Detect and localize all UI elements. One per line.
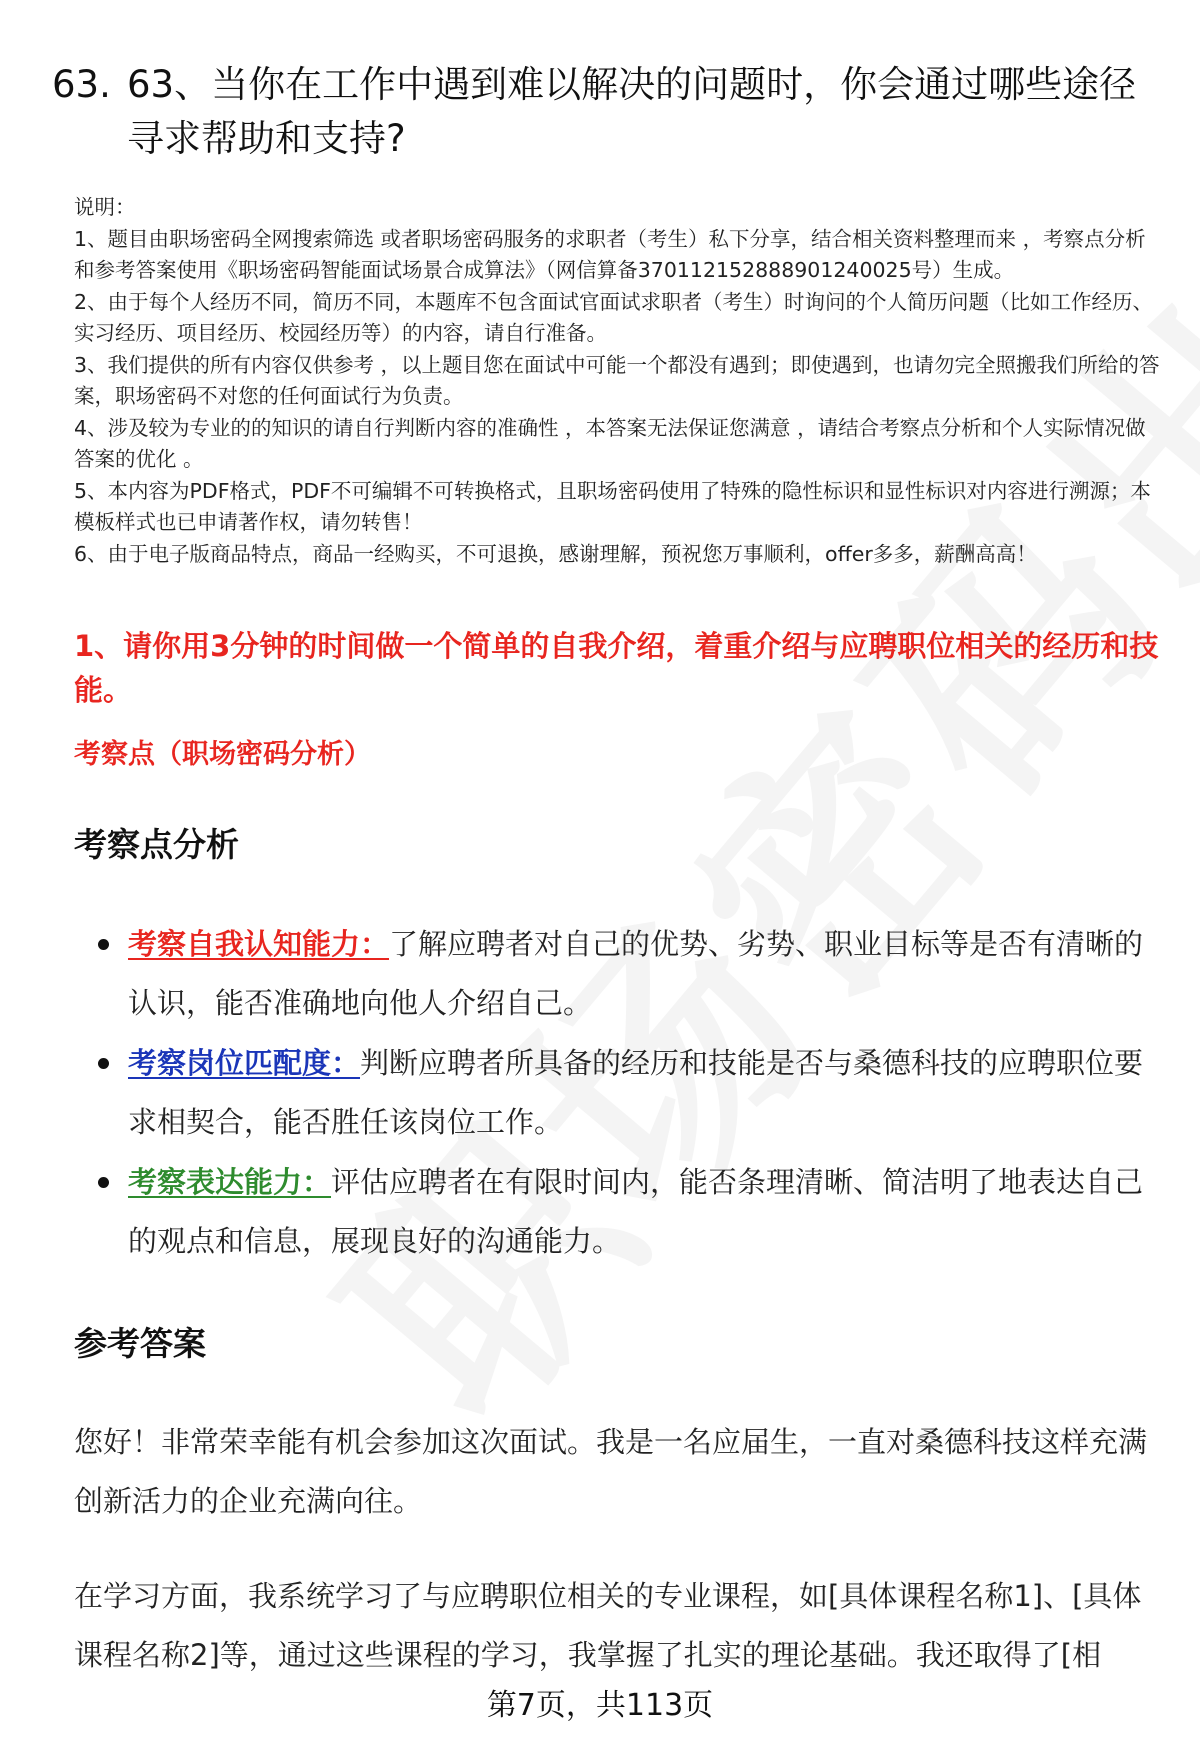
bullet-text: 评估应聘者在有限时间内，能否条理清晰、简洁明了地表达自己的观点和信息，展现良好的沟通能力。 xyxy=(128,1165,1144,1258)
notes-heading: 说明： xyxy=(74,195,136,219)
analysis-heading: 考察点分析 xyxy=(74,825,239,864)
bullet-dot-icon xyxy=(98,1058,109,1069)
note-item: 4、涉及较为专业的的知识的请自行判断内容的准确性 ，本答案无法保证您满意 ，请结合考察点分析和个人实际情况做答案的优化 。 xyxy=(74,415,1146,471)
note-item: 3、我们提供的所有内容仅供参考 ，以上题目您在面试中可能一个都没有遇到；即使遇到，也请勿完全照搬我们所给的答案，职场密码不对您的任何面试行为负责。 xyxy=(74,352,1160,408)
bullet-label: 考察岗位匹配度： xyxy=(128,1046,361,1080)
note-item: 6、由于电子版商品特点，商品一经购买，不可退换，感谢理解，预祝您万事顺利，offer多多，薪酬高高！ xyxy=(74,541,1037,566)
sub-question: 1、请你用3分钟的时间做一个简单的自我介绍，着重介绍与应聘职位相关的经历和技能。 xyxy=(74,629,1159,707)
answer-heading: 参考答案 xyxy=(74,1324,206,1363)
bullet-label: 考察自我认知能力： xyxy=(128,927,390,961)
page-footer: 第7页，共113页 xyxy=(486,1688,714,1723)
analysis-bullet xyxy=(74,915,1164,1033)
question-text: 63、当你在工作中遇到难以解决的问题时，你会通过哪些途径寻求帮助和支持? xyxy=(127,63,1137,160)
answer-paragraph: 在学习方面，我系统学习了与应聘职位相关的专业课程，如[具体课程名称1]、[具体课程名称2]等，通过这些课程的学习，我掌握了扎实的理论基础。我还取得了[相 xyxy=(74,1579,1142,1672)
bullet-text: 了解应聘者对自己的优势、劣势、职业目标等是否有清晰的认识，能否准确地向他人介绍自己。 xyxy=(128,927,1144,1020)
bullet-dot-icon xyxy=(98,939,109,950)
question-number: 63. xyxy=(52,63,111,106)
analysis-source-heading: 考察点（职场密码分析） xyxy=(74,739,371,770)
bullet-label: 考察表达能力： xyxy=(128,1165,332,1199)
note-item: 2、由于每个人经历不同，简历不同，本题库不包含面试官面试求职者（考生）时询问的个人简历问题（比如工作经历、实习经历、项目经历、校园经历等）的内容，请自行准备。 xyxy=(74,289,1154,345)
bullet-text: 判断应聘者所具备的经历和技能是否与桑德科技的应聘职位要求相契合，能否胜任该岗位工作。 xyxy=(128,1046,1144,1139)
note-item: 1、题目由职场密码全网搜索筛选 或者职场密码服务的求职者（考生）私下分享，结合相关资料整理而来 ，考察点分析和参考答案使用《职场密码智能面试场景合成算法》（网信算备370112152888901240025号）生成。 xyxy=(74,226,1146,282)
bullet-dot-icon xyxy=(98,1177,109,1188)
analysis-bullet xyxy=(74,1034,1164,1152)
note-item: 5、本内容为PDF格式，PDF不可编辑不可转换格式，且职场密码使用了特殊的隐性标识和显性标识对内容进行溯源；本模板样式也已申请著作权，请勿转售！ xyxy=(74,478,1151,534)
analysis-bullet xyxy=(74,1153,1164,1271)
analysis-list xyxy=(74,915,1164,1272)
notes-section xyxy=(74,192,1164,570)
answer-paragraph: 您好！非常荣幸能有机会参加这次面试。我是一名应届生，一直对桑德科技这样充满创新活力的企业充满向往。 xyxy=(74,1425,1148,1518)
question-title xyxy=(52,58,1162,166)
